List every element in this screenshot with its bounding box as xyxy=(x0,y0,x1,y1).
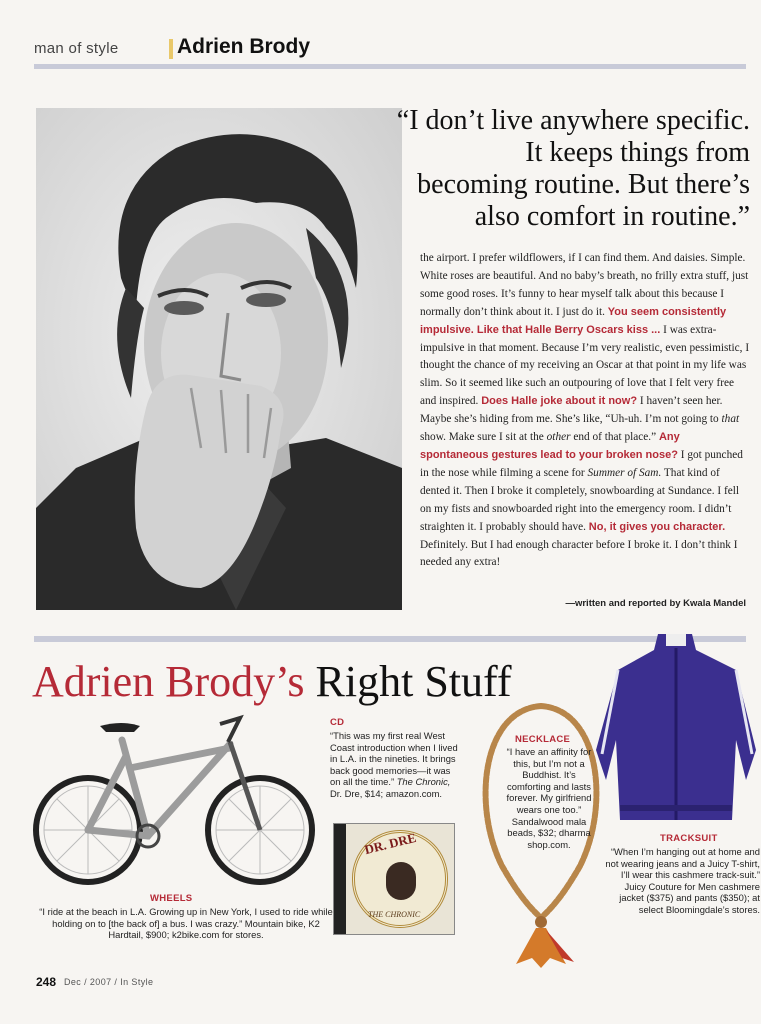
pull-quote-line: becoming routine. But there’s xyxy=(417,169,750,200)
pull-quote-line: “I don’t live anywhere specific. xyxy=(396,105,750,136)
emphasis-text: that xyxy=(721,413,740,426)
wheels-heading: WHEELS xyxy=(150,893,193,904)
interview-answer: end of that place.” xyxy=(570,431,657,444)
article-text: the airport. I prefer wildflowers, if I can find them. And daisies. Simple. White roses are beautiful. And no baby’s breath, no frilly extra stuff, just some good roses. It’s funny to hear myself talk about this because I normally don’t think about it. I just do it. xyxy=(420,252,749,318)
interview-answer: show. Make sure I sit at the xyxy=(420,431,547,444)
interview-answer: Definitely. But I had enough character before I broke it. I don’t think I needed any extra! xyxy=(420,538,738,569)
wheels-caption: “I ride at the beach in L.A. Growing up in New York, I used to ride while holding on to [the back of] a bus. I was crazy.” Mountain bike, K2 Hardtail, $900; k2bike.com for stores. xyxy=(39,906,333,941)
cd-cover-title: DR. DRE xyxy=(362,829,418,858)
pull-quote-line: It keeps things from xyxy=(525,137,750,168)
interview-question: Does Halle joke about it now? xyxy=(481,395,638,408)
emphasis-text: Summer of Sam. xyxy=(587,466,662,479)
cd-cover-image xyxy=(333,823,455,935)
cd-heading: CD xyxy=(330,717,345,728)
section-label: man of style xyxy=(34,40,119,57)
footer-issue: Dec / 2007 / In Style xyxy=(64,977,154,987)
cd-cover-subtitle: THE CHRONIC xyxy=(368,910,421,919)
tracksuit-heading: TRACKSUIT xyxy=(660,833,718,844)
right-stuff-title-black: Right Stuff xyxy=(304,657,512,706)
interview-answer: That kind of dented it. Then I broke it completely, snowboarding at Sundance. I fell on my fists and snowboarded right into the emergency room. I didn’t straighten it. I probably should have. xyxy=(420,466,740,533)
cd-portrait xyxy=(386,862,416,900)
emphasis-text: other xyxy=(546,431,571,444)
pull-quote xyxy=(318,105,750,233)
header-divider-bar xyxy=(169,39,173,59)
cd-caption-album: The Chronic, xyxy=(396,776,451,788)
header-title: Adrien Brody xyxy=(177,35,311,58)
mountain-bike-image xyxy=(30,708,320,890)
cd-spine xyxy=(334,824,346,934)
interview-answer: I was extra-impulsive in that moment. Because I’m very realistic, even pessimistic, I thought the chance of my receiving an Oscar at that point in my life was slim. So it seemed like such an outpouring of love that I felt very free and inspired. xyxy=(420,323,750,408)
interview-answer: I haven’t seen her. Maybe she’s hiding from me. She’s like, “Uh-uh. I’m not going to xyxy=(420,395,723,426)
necklace-heading: NECKLACE xyxy=(515,734,571,745)
tracksuit-jacket-image xyxy=(596,630,761,826)
right-stuff-title xyxy=(32,656,512,708)
cd-caption-text: Dr. Dre, $14; amazon.com. xyxy=(330,787,443,799)
article-body xyxy=(420,250,750,572)
byline: —written and reported by Kwala Mandel xyxy=(565,598,746,609)
cd-caption xyxy=(330,730,462,800)
interview-question: No, it gives you character. xyxy=(588,520,726,533)
interview-question: Any spontaneous gestures lead to your broken nose? xyxy=(420,431,680,461)
necklace-caption: “I have an affinity for this, but I’m not a Buddhist. It’s comforting and lasts forever. My girlfriend wears one too.” Sandalwood mala beads, $32; dharma shop.com. xyxy=(506,746,592,850)
cd-caption-text: “This was my first real West Coast introduction when I lived in L.A. in the nineties. It brings back good memories—it was on all the time.” xyxy=(330,730,458,788)
header-rule xyxy=(34,64,746,69)
interview-question: You seem consistently impulsive. Like that Halle Berry Oscars kiss ... xyxy=(420,305,727,336)
right-stuff-title-red: Adrien Brody’s xyxy=(32,657,305,706)
article-paragraph xyxy=(420,250,750,572)
interview-answer: I got punched in the nose while filming a scene for xyxy=(420,448,743,479)
pull-quote-line: also comfort in routine.” xyxy=(474,201,750,232)
tracksuit-caption: “When I’m hanging out at home and not wearing jeans and a Juicy T-shirt, I’ll wear this cashmere track-suit.” Juicy Couture for Men cashmere jacket ($375) and pants ($350); at select Bloomingdale’s stores. xyxy=(605,846,760,915)
page-number: 248 xyxy=(36,975,57,989)
